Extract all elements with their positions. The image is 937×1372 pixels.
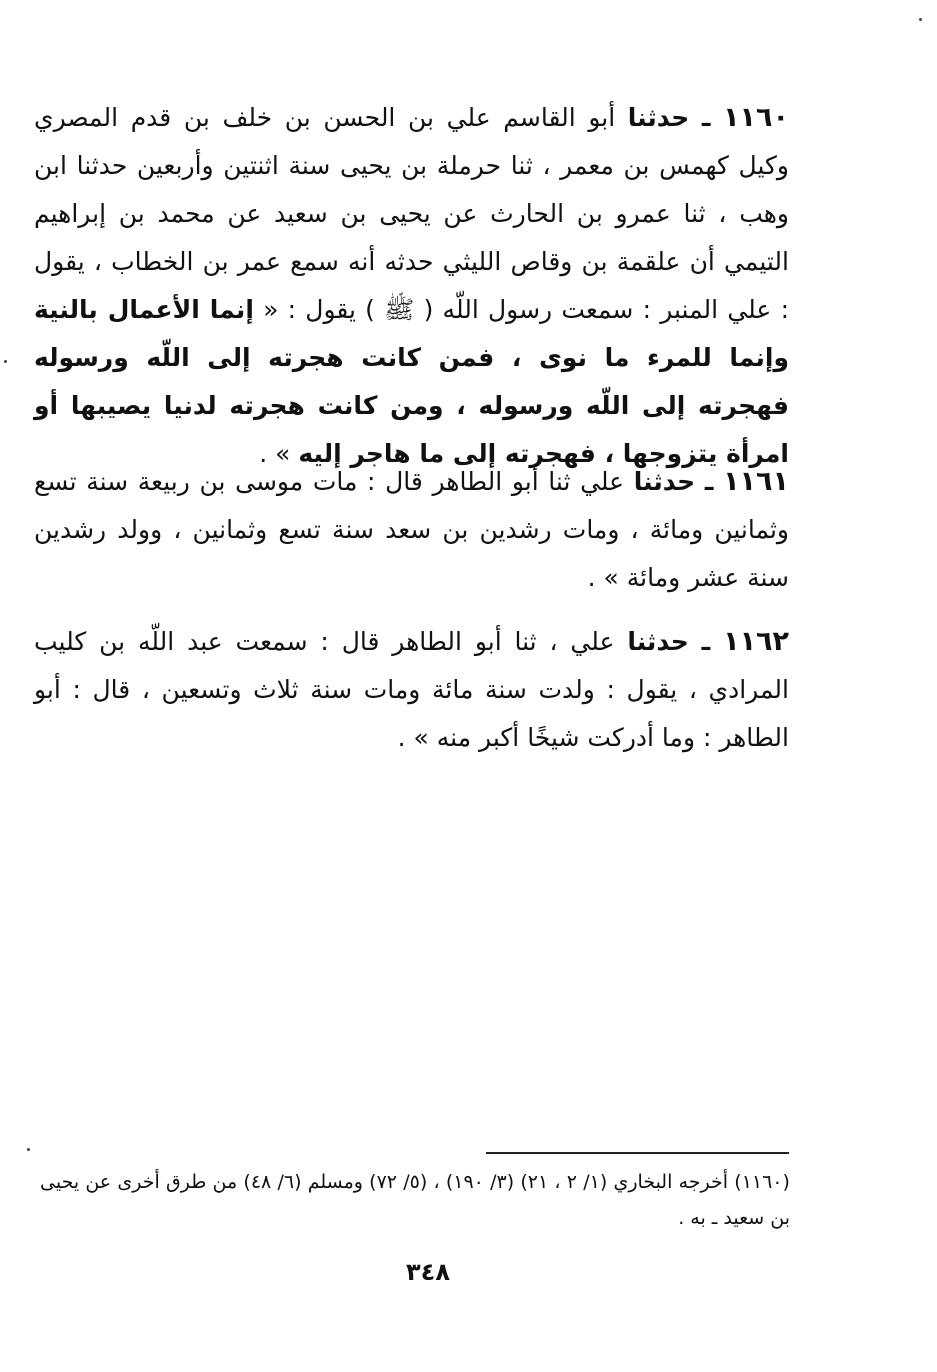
footnote: (١١٦٠) أخرجه البخاري (١/ ٢ ، ٢١) (٣/ ١٩٠) ، (٥/ ٧٢) ومسلم (٦/ ٤٨) من طرق أخرى عن يحيى بن سعيد ـ به . [40, 1171, 790, 1229]
entry-lead-word: حدثنا [633, 467, 696, 496]
hadith-entry-1160 [34, 94, 789, 478]
entry-number: ١١٦١ [723, 466, 789, 497]
hadith-entry-1161 [34, 458, 789, 602]
entry-lead-word: حدثنا [627, 103, 690, 132]
entry-paragraph [34, 94, 789, 478]
hadith-quote: إنما الأعمال بالنية وإنما للمرء ما نوى ، فمن كانت هجرته إلى اللّه ورسوله فهجرته إلى اللّه ورسوله ، ومن كانت هجرته لدنيا يصيبها أو امرأة يتزوجها ، فهجرته إلى ما هاجر إليه [34, 295, 789, 468]
page-number: ٣٤٨ [406, 1258, 450, 1286]
entry-dash: ـ [701, 103, 711, 132]
entry-text: علي ، ثنا أبو الطاهر قال : سمعت عبد اللّه بن كليب المرادي ، يقول : ولدت سنة مائة ومات سنة ثلاث وتسعين ، قال : أبو الطاهر : وما أدركت شيخًا أكبر منه » . [34, 627, 789, 752]
footnote-divider [486, 1152, 789, 1154]
entry-number: ١١٦٢ [723, 626, 790, 657]
entry-dash: ـ [704, 467, 714, 496]
scan-speck [4, 360, 7, 363]
scan-speck [27, 1148, 30, 1151]
entry-lead-word: حدثنا [627, 627, 689, 656]
entry-dash: ـ [701, 627, 711, 656]
quote-end: » . [259, 439, 299, 468]
entry-paragraph [34, 458, 789, 602]
entry-text: علي ثنا أبو الطاهر قال : مات موسى بن ربيعة سنة تسع وثمانين ومائة ، ومات رشدين بن سعد سنة تسع وثمانين ، وولد رشدين سنة عشر ومائة » . [34, 467, 789, 592]
entry-text: أبو القاسم علي بن الحسن بن خلف بن قدم المصري وكيل كهمس بن معمر ، ثنا حرملة بن يحيى سنة اثنتين وأربعين حدثنا ابن وهب ، ثنا عمرو بن الحارث عن يحيى بن سعيد عن محمد بن إبراهيم التيمي أن علقمة بن وقاص الليثي حدثه أنه سمع عمر بن الخطاب ، يقول : علي المنبر : سمعت رسول اللّه ( ﷺ ) يقول : « [34, 103, 789, 324]
hadith-entry-1162 [34, 618, 789, 762]
scan-speck [919, 18, 922, 21]
entry-number: ١١٦٠ [723, 102, 789, 133]
entry-paragraph [34, 618, 789, 762]
